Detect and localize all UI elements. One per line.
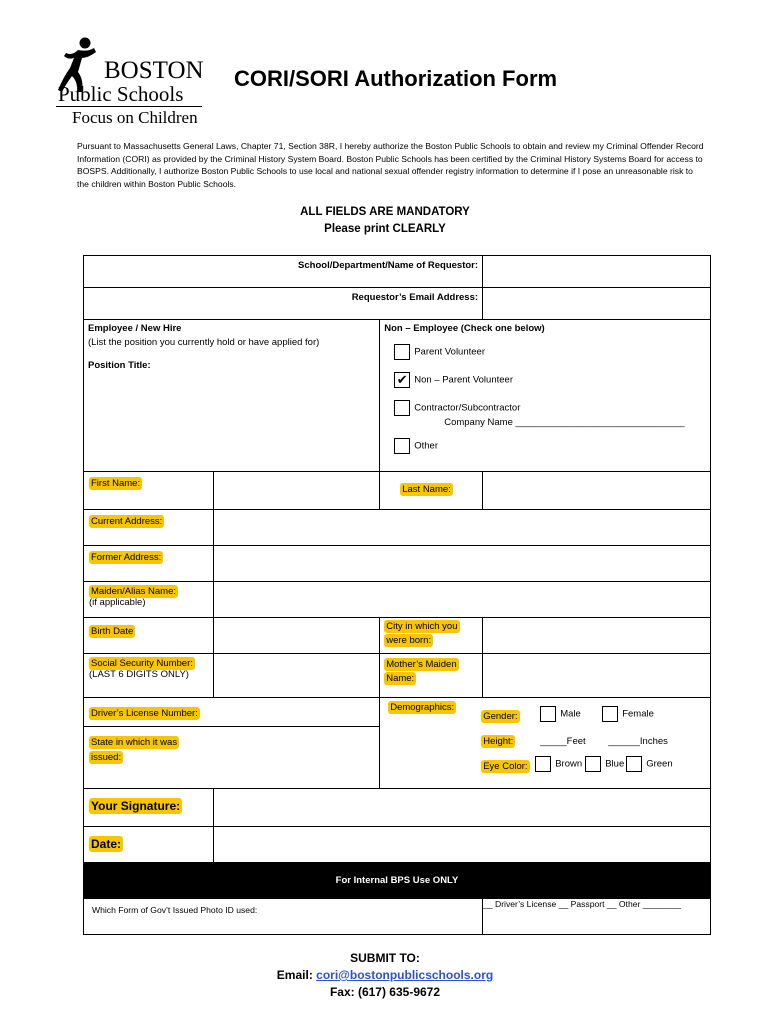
birth-date-label: Birth Date <box>91 626 134 637</box>
city-born-label-cell <box>380 618 483 654</box>
requestor-name-label-cell <box>84 256 483 288</box>
last-name-field[interactable] <box>483 472 711 510</box>
brown-label: Brown <box>555 758 583 770</box>
email-label: Email: <box>276 968 317 982</box>
former-address-label: Former Address: <box>91 552 162 563</box>
license-divider <box>84 726 379 727</box>
height-label-wrap <box>481 736 515 747</box>
eye-color-label: Eye Color: <box>483 761 528 772</box>
green-label: Green <box>646 758 673 770</box>
maiden-alias-field[interactable] <box>213 582 710 618</box>
option-non-parent-volunteer[interactable] <box>394 372 706 388</box>
mothers-maiden-label-2: Name: <box>386 673 415 684</box>
ssn-note: (LAST 6 DIGITS ONLY) <box>89 669 189 680</box>
first-name-label: First Name: <box>91 478 141 489</box>
other-checkbox[interactable] <box>394 438 410 454</box>
photo-id-options-cell <box>483 899 711 935</box>
form-title: CORI/SORI Authorization Form <box>234 66 558 91</box>
maiden-label-cell <box>84 582 214 618</box>
employee-heading: Employee / New Hire <box>88 323 182 334</box>
last-name-label-cell <box>380 472 483 510</box>
brown-checkbox[interactable] <box>535 756 551 772</box>
signature-label: Your Signature: <box>91 799 181 813</box>
eye-green-option[interactable] <box>626 756 672 772</box>
mandatory-line: ALL FIELDS ARE MANDATORY <box>300 206 470 218</box>
eye-blue-option[interactable] <box>585 756 624 772</box>
photo-id-options[interactable]: __ Driver’s License __ Passport __ Other ________ <box>483 899 681 909</box>
requestor-name-field[interactable] <box>483 256 711 288</box>
submit-heading: SUBMIT TO: <box>350 951 420 965</box>
internal-use-bar <box>84 863 711 899</box>
license-cell <box>84 698 380 789</box>
female-checkbox[interactable] <box>602 706 618 722</box>
other-label: Other <box>414 440 438 452</box>
demographics-cell <box>380 698 711 789</box>
logo-public-schools: Public Schools <box>58 82 184 106</box>
logo-divider <box>56 106 202 107</box>
gender-female-option[interactable] <box>602 706 654 722</box>
authorization-paragraph: Pursuant to Massachusetts General Laws, Chapter 71, Section 38R, I hereby authorize the Boston Public Schools to obtain and review my Criminal Offender Record Information (CORI) as provided by the Criminal History System Board. Boston Public Schools has been certified by the Criminal History Systems Board for access to BOSPS. Additionally, I authorize Boston Public Schools to use local and national sexual offender registry information to determine if I pose an unreasonable risk to the children within Boston Public Schools. <box>77 141 704 189</box>
birth-date-label-cell <box>84 618 214 654</box>
last-name-label: Last Name: <box>402 484 451 495</box>
female-label: Female <box>622 708 654 720</box>
non-parent-volunteer-label: Non – Parent Volunteer <box>414 374 513 386</box>
option-contractor[interactable] <box>394 400 706 416</box>
if-applicable-note: (if applicable) <box>89 597 146 608</box>
option-parent-volunteer[interactable] <box>394 344 706 360</box>
requestor-email-label-cell <box>84 288 483 320</box>
requestor-name-label: School/Department/Name of Requestor: <box>298 260 479 271</box>
state-issued-label-wrap <box>89 735 179 765</box>
demographics-label-wrap <box>388 702 456 713</box>
city-born-label-2: were born: <box>386 635 432 646</box>
non-employee-section <box>380 320 711 472</box>
requestor-email-label: Requestor’s Email Address: <box>351 292 479 303</box>
parent-volunteer-checkbox[interactable] <box>394 344 410 360</box>
current-address-field[interactable] <box>213 510 710 546</box>
boston-public-schools-logo <box>56 36 206 128</box>
submit-section <box>0 950 770 1001</box>
submit-email-line <box>0 967 770 984</box>
city-born-label-1: City in which you <box>386 621 458 632</box>
maiden-alias-label: Maiden/Alias Name: <box>91 586 177 597</box>
height-inches-field[interactable]: ______Inches <box>608 736 668 747</box>
contractor-checkbox[interactable] <box>394 400 410 416</box>
employee-subtext: (List the position you currently hold or have applied for) <box>88 337 320 348</box>
company-name-line[interactable]: Company Name ________________________________ <box>444 417 685 428</box>
former-address-label-cell <box>84 546 214 582</box>
contractor-label: Contractor/Subcontractor <box>414 402 521 414</box>
city-born-field[interactable] <box>483 618 711 654</box>
green-checkbox[interactable] <box>626 756 642 772</box>
male-checkbox[interactable] <box>540 706 556 722</box>
former-address-field[interactable] <box>213 546 710 582</box>
non-employee-heading: Non – Employee (Check one below) <box>384 323 545 334</box>
employee-section <box>84 320 380 472</box>
position-title-label: Position Title: <box>88 360 151 371</box>
male-label: Male <box>560 708 581 720</box>
first-name-field[interactable] <box>213 472 379 510</box>
date-label-cell <box>84 827 214 863</box>
mothers-maiden-label-1: Mother’s Maiden <box>386 659 457 670</box>
current-address-label-cell <box>84 510 214 546</box>
gender-label-wrap <box>481 711 519 722</box>
date-label: Date: <box>91 837 122 851</box>
birth-date-field[interactable] <box>213 618 379 654</box>
photo-id-label: Which Form of Gov’t Issued Photo ID used: <box>92 905 258 915</box>
license-label-wrap <box>89 708 200 719</box>
internal-use-heading: For Internal BPS Use ONLY <box>335 875 459 886</box>
authorization-form-table <box>83 255 711 935</box>
ssn-label-cell <box>84 654 214 698</box>
print-clearly-line: Please print CLEARLY <box>324 223 446 235</box>
gender-male-option[interactable] <box>540 706 581 722</box>
blue-checkbox[interactable] <box>585 756 601 772</box>
fax-line: Fax: (617) 635-9672 <box>329 985 441 999</box>
option-other[interactable] <box>394 438 706 454</box>
height-feet-field[interactable]: _____Feet <box>540 736 586 747</box>
drivers-license-label: Driver’s License Number: <box>91 708 198 719</box>
logo-boston: BOSTON <box>104 57 204 84</box>
current-address-label: Current Address: <box>91 516 163 527</box>
blue-label: Blue <box>605 758 625 770</box>
demographics-label: Demographics: <box>390 702 455 713</box>
non-parent-volunteer-checkbox[interactable]: ✔ <box>394 372 410 388</box>
height-label: Height: <box>483 736 514 747</box>
mothers-maiden-field[interactable] <box>483 654 711 698</box>
signature-label-cell <box>84 789 214 827</box>
state-issued-label-1: State in which it was <box>91 737 178 748</box>
state-issued-label-2: issued: <box>91 752 122 763</box>
date-field[interactable] <box>213 827 710 863</box>
photo-id-label-cell <box>84 899 483 935</box>
ssn-label: Social Security Number: <box>91 658 193 669</box>
parent-volunteer-label: Parent Volunteer <box>414 346 485 358</box>
gender-label: Gender: <box>483 711 518 722</box>
eye-color-label-wrap <box>481 761 529 772</box>
eye-brown-option[interactable] <box>535 756 582 772</box>
signature-field[interactable] <box>213 789 710 827</box>
ssn-field[interactable] <box>213 654 379 698</box>
logo-tagline: Focus on Children <box>72 108 198 127</box>
mandatory-notice <box>0 204 770 238</box>
first-name-label-cell <box>84 472 214 510</box>
requestor-email-field[interactable] <box>483 288 711 320</box>
mothers-maiden-label-cell <box>380 654 483 698</box>
email-link[interactable]: cori@bostonpublicschools.org <box>316 968 494 982</box>
